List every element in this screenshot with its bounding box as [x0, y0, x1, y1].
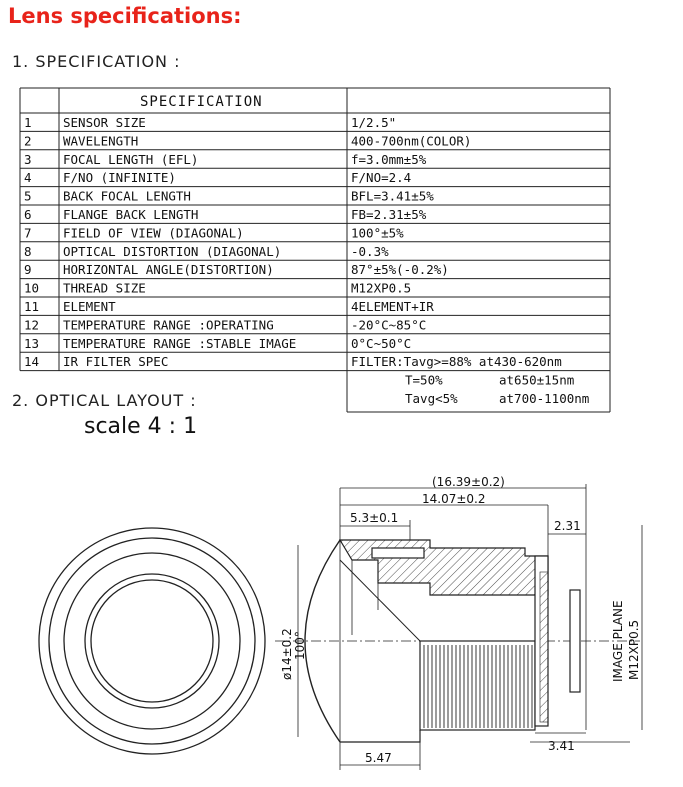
spec-row-number: 13	[24, 335, 40, 351]
spec-row-value: BFL=3.41±5%	[351, 188, 434, 204]
spec-row-name: HORIZONTAL ANGLE(DISTORTION)	[63, 262, 274, 278]
optical-layout-drawing	[0, 440, 683, 787]
dim-total-length: (16.39±0.2)	[432, 475, 505, 489]
ir-spec-range: at650±15nm	[499, 372, 575, 388]
dim-lens-length: 14.07±0.2	[422, 492, 486, 506]
spec-row-name: F/NO (INFINITE)	[63, 170, 176, 186]
ir-spec-condition: Tavg<5%	[405, 391, 458, 406]
section-optical-layout-heading: 2. OPTICAL LAYOUT :	[12, 391, 197, 410]
spec-row-value: 4ELEMENT+IR	[351, 299, 434, 314]
spec-row-name: WAVELENGTH	[63, 133, 139, 149]
lens-front-view	[39, 528, 265, 754]
dim-flange: 2.31	[554, 519, 581, 533]
spec-row-name: TEMPERATURE RANGE :STABLE IMAGE	[63, 335, 297, 351]
spec-row-number: 9	[24, 262, 32, 278]
spec-row-value: -20°C~85°C	[351, 317, 427, 333]
spec-row-number: 10	[24, 280, 40, 296]
spec-row-name: IR FILTER SPEC	[63, 354, 169, 370]
spec-row-value: 0°C~50°C	[351, 335, 412, 351]
spec-row-value: 100°±5%	[351, 225, 404, 241]
spec-row-name: OPTICAL DISTORTION (DIAGONAL)	[63, 243, 282, 259]
lens-side-view	[275, 540, 640, 742]
ir-spec-range: at700-1100nm	[499, 391, 590, 406]
dim-thread-length: 5.47	[365, 751, 392, 765]
spec-row-number: 8	[24, 243, 32, 259]
spec-row-value: 400-700nm(COLOR)	[351, 133, 472, 149]
spec-row-number: 1	[24, 115, 32, 130]
section-specification-heading: 1. SPECIFICATION :	[12, 52, 181, 71]
spec-row-name: FOCAL LENGTH (EFL)	[63, 151, 199, 167]
scale-label: scale 4 : 1	[84, 414, 198, 439]
spec-row-name: TEMPERATURE RANGE :OPERATING	[63, 317, 274, 333]
dim-front-length: 5.3±0.1	[350, 511, 399, 525]
spec-row-number: 11	[24, 299, 40, 314]
dim-fov: 100°	[293, 631, 307, 660]
spec-row-name: THREAD SIZE	[63, 280, 146, 296]
spec-row-name: SENSOR SIZE	[63, 115, 146, 130]
spec-row-name: BACK FOCAL LENGTH	[63, 188, 191, 204]
dim-bfl: 3.41	[548, 739, 575, 753]
spec-row-value: 1/2.5"	[351, 115, 397, 130]
ir-spec-condition: T=50%	[405, 372, 443, 388]
spec-row-value: f=3.0mm±5%	[351, 151, 427, 167]
spec-table-header: SPECIFICATION	[140, 94, 263, 110]
spec-row-number: 5	[24, 188, 32, 204]
spec-row-number: 6	[24, 207, 32, 222]
spec-row-number: 4	[24, 170, 32, 186]
spec-row-name: ELEMENT	[63, 299, 116, 314]
spec-row-number: 3	[24, 151, 32, 167]
spec-row-value: FB=2.31±5%	[351, 207, 427, 222]
spec-row-number: 12	[24, 317, 40, 333]
dim-diameter: ø14±0.2	[280, 628, 294, 680]
spec-row-name: FIELD OF VIEW (DIAGONAL)	[63, 225, 244, 241]
image-plane-label: IMAGE PLANE	[611, 600, 625, 682]
thread-size-label: M12XP0.5	[627, 619, 641, 680]
spec-row-number: 14	[24, 354, 40, 370]
spec-row-value: F/NO=2.4	[351, 170, 412, 186]
spec-row-value: FILTER:Tavg>=88% at430-620nm	[351, 354, 562, 370]
spec-row-name: FLANGE BACK LENGTH	[63, 207, 199, 222]
spec-row-value: -0.3%	[351, 243, 389, 259]
page-title: Lens specifications:	[8, 4, 242, 28]
spec-row-value: 87°±5%(-0.2%)	[351, 262, 449, 278]
spec-row-value: M12XP0.5	[351, 280, 412, 296]
spec-row-number: 7	[24, 225, 32, 241]
spec-row-number: 2	[24, 133, 32, 149]
